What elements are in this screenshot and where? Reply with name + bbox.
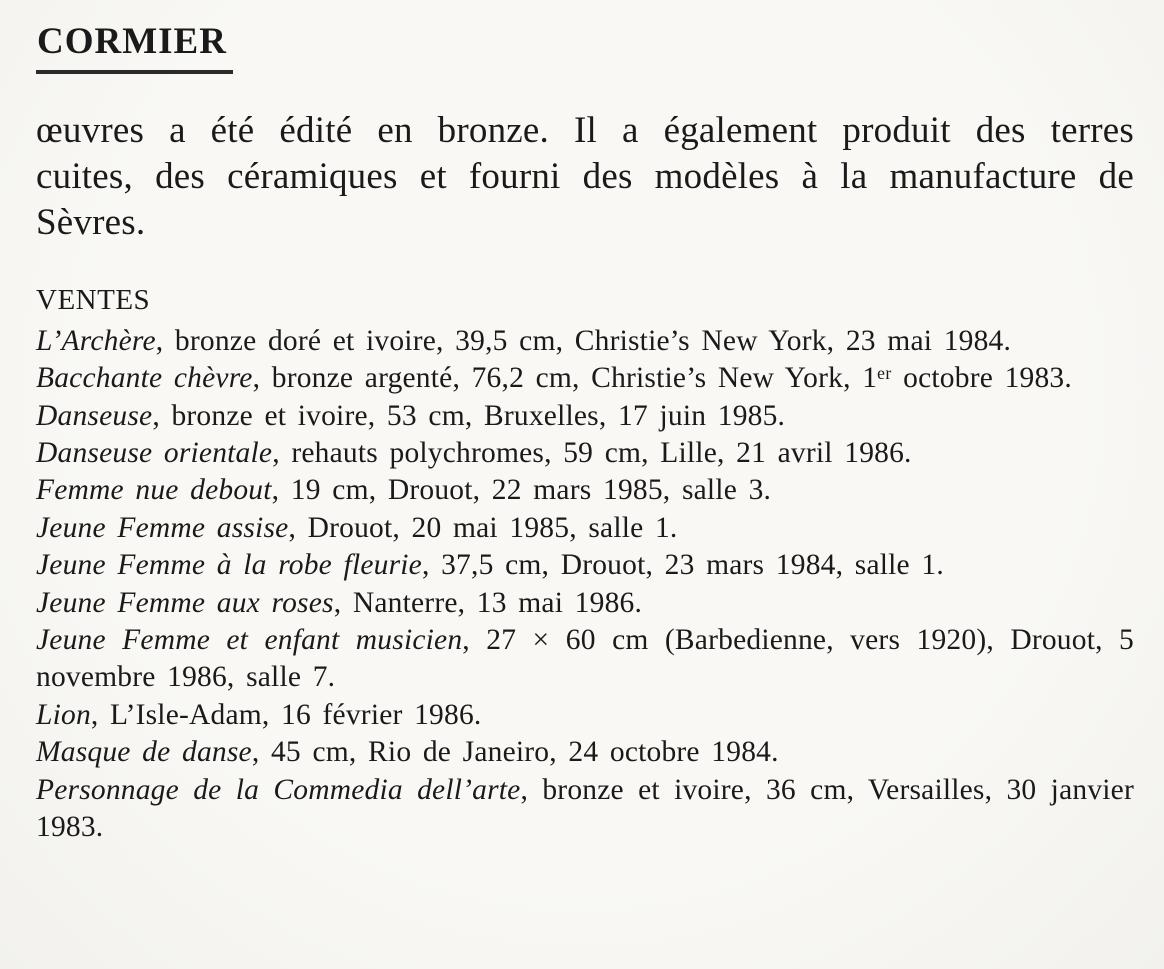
sale-details: , L’Isle-Adam, 16 février 1986. xyxy=(90,698,482,731)
section-title-ventes: VENTES xyxy=(36,283,151,316)
sale-entry xyxy=(36,734,1134,771)
sale-entry xyxy=(36,547,1134,584)
sale-title: Jeune Femme assise xyxy=(36,511,289,544)
sale-entry xyxy=(36,622,1134,697)
sale-details: , Nanterre, 13 mai 1986. xyxy=(333,586,643,619)
sale-title: Danseuse xyxy=(36,399,153,432)
sale-details: , 37,5 cm, Drouot, 23 mars 1984, salle 1. xyxy=(421,549,944,582)
sale-details: , Drouot, 20 mai 1985, salle 1. xyxy=(288,511,678,544)
entry-heading: CORMIER xyxy=(36,22,233,74)
intro-paragraph: œuvres a été édité en bronze. Il a également produit des terres cuites, des céramiques et fourni des modèles à la manufacture de Sèvres. xyxy=(36,109,1134,243)
sale-title: Masque de danse xyxy=(36,736,252,769)
sale-title: Danseuse orientale xyxy=(36,436,273,469)
sale-entry xyxy=(36,323,1134,360)
sale-details: , 45 cm, Rio de Janeiro, 24 octobre 1984. xyxy=(251,736,779,769)
sale-entry xyxy=(36,472,1134,509)
sale-details: , 27 × 60 cm (Barbedienne, vers 1920), Drouot, 5 novembre 1986, salle 7. xyxy=(36,623,1135,694)
sale-details: , bronze et ivoire, 53 cm, Bruxelles, 17 juin 1985. xyxy=(152,399,786,432)
sale-entry xyxy=(36,697,1134,734)
sale-details: , rehauts polychromes, 59 cm, Lille, 21 avril 1986. xyxy=(272,436,912,469)
sale-entry xyxy=(36,360,1134,397)
sale-title: Personnage de la Commedia dell’arte xyxy=(36,773,521,806)
sale-title: Jeune Femme à la robe fleurie xyxy=(36,549,422,582)
sale-details: , 19 cm, Drouot, 22 mars 1985, salle 3. xyxy=(271,474,772,507)
sale-title: Bacchante chèvre xyxy=(36,362,253,395)
sale-entry xyxy=(36,435,1134,472)
sale-details: , bronze et ivoire, 36 cm, Versailles, 30 janvier 1983. xyxy=(36,773,1134,843)
sale-entry xyxy=(36,510,1134,547)
sale-details: , bronze doré et ivoire, 39,5 cm, Christie’s New York, 23 mai 1984. xyxy=(155,324,1012,357)
sales-list xyxy=(36,323,1134,847)
sale-entry xyxy=(36,772,1134,847)
sale-title: Femme nue debout xyxy=(36,474,272,507)
sale-title: L’Archère xyxy=(36,324,156,357)
sale-title: Jeune Femme aux roses xyxy=(36,586,334,619)
sale-title: Lion xyxy=(36,698,91,731)
sale-details: , bronze argenté, 76,2 cm, Christie’s New York, 1ᵉʳ octobre 1983. xyxy=(252,362,1072,395)
sale-entry xyxy=(36,585,1134,622)
sale-title: Jeune Femme et enfant musicien xyxy=(36,623,463,656)
sale-entry xyxy=(36,398,1134,435)
